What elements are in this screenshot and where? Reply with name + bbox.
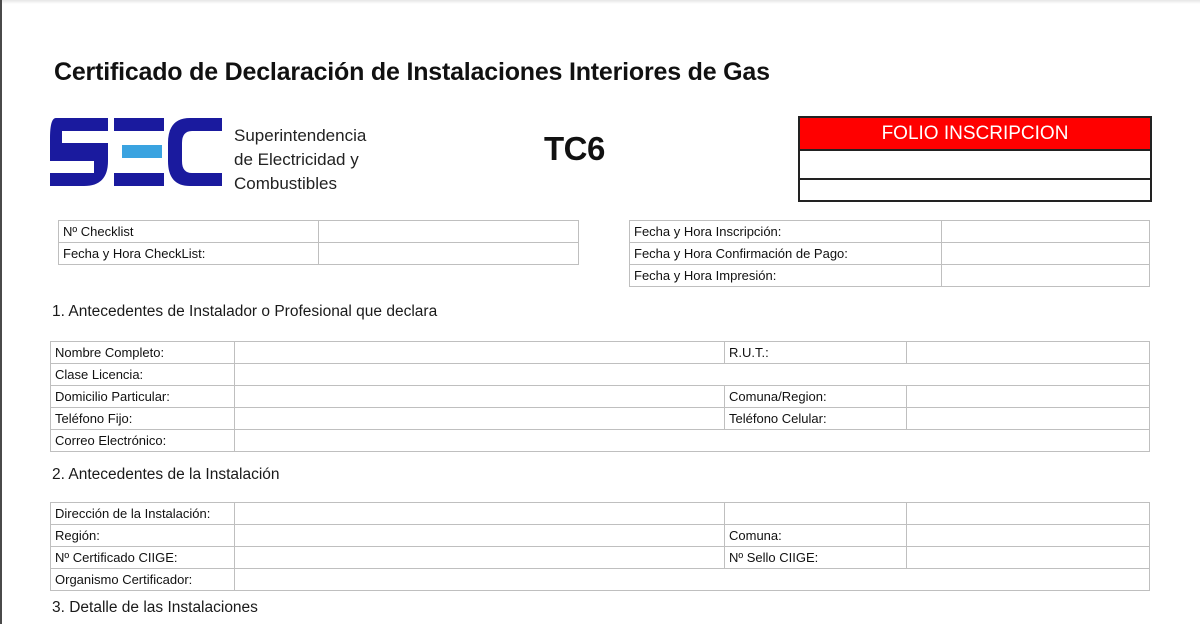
- table-row: [59, 221, 579, 243]
- region-value-field[interactable]: [235, 525, 725, 547]
- folio-box: [798, 116, 1152, 202]
- table-row: [630, 221, 1150, 243]
- correo-value-field[interactable]: [235, 430, 1150, 452]
- installation-table: [50, 502, 1150, 591]
- folio-value-field[interactable]: [800, 151, 1150, 180]
- field-label: Nombre Completo:: [51, 342, 235, 364]
- direccion-value-field[interactable]: [235, 503, 725, 525]
- registro-label: Fecha y Hora Confirmación de Pago:: [630, 243, 942, 265]
- form-code: TC6: [544, 130, 605, 167]
- sello-value-field[interactable]: [907, 547, 1150, 569]
- field-label: Organismo Certificador:: [51, 569, 235, 591]
- logo-subtitle-line: de Electricidad y: [234, 150, 359, 169]
- registro-label: Fecha y Hora Inscripción:: [630, 221, 942, 243]
- table-row: [51, 364, 1150, 386]
- field-label: Comuna/Region:: [725, 386, 907, 408]
- field-label: Teléfono Celular:: [725, 408, 907, 430]
- table-row: [51, 408, 1150, 430]
- folio-header: FOLIO INSCRIPCION: [800, 118, 1150, 151]
- table-row: [51, 386, 1150, 408]
- folio-value-field[interactable]: [800, 180, 1150, 207]
- domicilio-value-field[interactable]: [235, 386, 725, 408]
- comuna-value-field[interactable]: [907, 525, 1150, 547]
- checklist-label: Fecha y Hora CheckList:: [59, 243, 319, 265]
- telefono-celular-value-field[interactable]: [907, 408, 1150, 430]
- field-label: Comuna:: [725, 525, 907, 547]
- registro-label: Fecha y Hora Impresión:: [630, 265, 942, 287]
- table-row: [51, 569, 1150, 591]
- logo-subtitle-line: Combustibles: [234, 174, 337, 193]
- field-label: Región:: [51, 525, 235, 547]
- logo-subtitle: [234, 124, 366, 196]
- registro-value-field[interactable]: [942, 221, 1150, 243]
- field-label: Dirección de la Instalación:: [51, 503, 235, 525]
- nombre-value-field[interactable]: [235, 342, 725, 364]
- checklist-value-field[interactable]: [319, 243, 579, 265]
- installer-table: [50, 341, 1150, 452]
- registro-value-field[interactable]: [942, 265, 1150, 287]
- field-label: Teléfono Fijo:: [51, 408, 235, 430]
- page-top-shadow: [0, 0, 1200, 4]
- table-row: [51, 503, 1150, 525]
- section-heading: 1. Antecedentes de Instalador o Profesional que declara: [52, 303, 438, 320]
- checklist-table: [58, 220, 579, 265]
- field-label: Nº Certificado CIIGE:: [51, 547, 235, 569]
- section-heading: 3. Detalle de las Instalaciones: [52, 599, 258, 616]
- table-row: [51, 525, 1150, 547]
- table-row: [51, 547, 1150, 569]
- direccion-extra-field[interactable]: [907, 503, 1150, 525]
- registro-table: [629, 220, 1150, 287]
- organismo-value-field[interactable]: [235, 569, 1150, 591]
- blank-cell: [725, 503, 907, 525]
- table-row: [51, 342, 1150, 364]
- checklist-value-field[interactable]: [319, 221, 579, 243]
- logo-subtitle-line: Superintendencia: [234, 126, 367, 145]
- registro-value-field[interactable]: [942, 243, 1150, 265]
- table-row: [59, 243, 579, 265]
- field-label: Nº Sello CIIGE:: [725, 547, 907, 569]
- field-label: Domicilio Particular:: [51, 386, 235, 408]
- table-row: [51, 430, 1150, 452]
- telefono-fijo-value-field[interactable]: [235, 408, 725, 430]
- rut-value-field[interactable]: [907, 342, 1150, 364]
- field-label: Correo Electrónico:: [51, 430, 235, 452]
- section-heading: 2. Antecedentes de la Instalación: [52, 466, 280, 483]
- field-label: R.U.T.:: [725, 342, 907, 364]
- comuna-region-value-field[interactable]: [907, 386, 1150, 408]
- checklist-label: Nº Checklist: [59, 221, 319, 243]
- field-label: Clase Licencia:: [51, 364, 235, 386]
- document-title: Certificado de Declaración de Instalaciones Interiores de Gas: [54, 58, 770, 86]
- sec-logo-icon: [50, 118, 222, 186]
- clase-value-field[interactable]: [235, 364, 1150, 386]
- table-row: [630, 265, 1150, 287]
- page-edge: [0, 0, 2, 624]
- table-row: [630, 243, 1150, 265]
- certificado-value-field[interactable]: [235, 547, 725, 569]
